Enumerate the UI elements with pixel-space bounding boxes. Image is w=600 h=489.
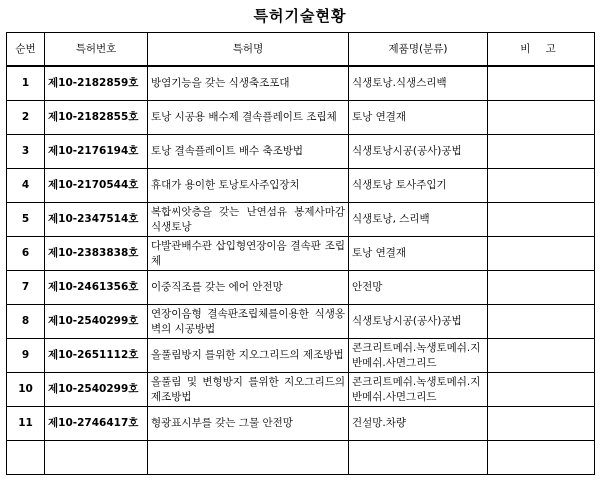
table-row bbox=[7, 66, 595, 101]
row-note bbox=[488, 339, 595, 373]
row-note bbox=[488, 271, 595, 305]
row-patent-no: 제10-2182855호 bbox=[45, 101, 148, 135]
row-patent-name: 휴대가 용이한 토낭토사주입장치 bbox=[148, 169, 349, 203]
empty-cell bbox=[45, 441, 148, 475]
row-note bbox=[488, 407, 595, 441]
row-patent-no: 제10-2383838호 bbox=[45, 237, 148, 271]
row-product: 식생토낭 토사주입기 bbox=[349, 169, 488, 203]
row-note bbox=[488, 373, 595, 407]
row-patent-name: 다발관배수관 삽입형연장이음 결속판 조립체 bbox=[148, 237, 349, 271]
row-patent-no: 제10-2540299호 bbox=[45, 373, 148, 407]
header-patent-no: 특허번호 bbox=[45, 33, 148, 67]
row-no: 3 bbox=[7, 135, 45, 169]
row-product: 콘크리트메쉬.녹생토메쉬.지반메쉬.사면그리드 bbox=[349, 339, 488, 373]
row-patent-no: 제10-2176194호 bbox=[45, 135, 148, 169]
row-product: 식생토낭시공(공사)공법 bbox=[349, 135, 488, 169]
row-no: 2 bbox=[7, 101, 45, 135]
table-row bbox=[7, 373, 595, 407]
header-product: 제품명(분류) bbox=[349, 33, 488, 67]
table-row bbox=[7, 135, 595, 169]
row-no: 6 bbox=[7, 237, 45, 271]
row-patent-no: 제10-2540299호 bbox=[45, 305, 148, 339]
empty-cell bbox=[488, 441, 595, 475]
empty-cell bbox=[349, 441, 488, 475]
row-product: 토낭 연결재 bbox=[349, 237, 488, 271]
table-body bbox=[7, 66, 595, 475]
table-row bbox=[7, 271, 595, 305]
row-patent-name: 형광표시부를 갖는 그물 안전망 bbox=[148, 407, 349, 441]
row-product: 콘크리트메쉬.녹생토메쉬.지반메쉬.사면그리드 bbox=[349, 373, 488, 407]
row-patent-name: 올풀림방지 를위한 지오그리드의 제조방법 bbox=[148, 339, 349, 373]
table-row-empty bbox=[7, 441, 595, 475]
table-row bbox=[7, 169, 595, 203]
table-row bbox=[7, 203, 595, 237]
header-no: 순번 bbox=[7, 33, 45, 67]
header-note: 비 고 bbox=[488, 33, 595, 67]
row-note bbox=[488, 101, 595, 135]
row-patent-no: 제10-2182859호 bbox=[45, 66, 148, 101]
row-patent-no: 제10-2170544호 bbox=[45, 169, 148, 203]
row-note bbox=[488, 66, 595, 101]
patent-table bbox=[6, 32, 595, 475]
row-patent-name: 이중직조를 갖는 에어 안전망 bbox=[148, 271, 349, 305]
row-note bbox=[488, 203, 595, 237]
row-no: 11 bbox=[7, 407, 45, 441]
table-row bbox=[7, 305, 595, 339]
empty-cell bbox=[148, 441, 349, 475]
table-row bbox=[7, 101, 595, 135]
table-header-row bbox=[7, 33, 595, 67]
table-row bbox=[7, 237, 595, 271]
row-patent-name: 복합씨앗층을 갖는 난연섬유 봉제사마감 식생토낭 bbox=[148, 203, 349, 237]
row-note bbox=[488, 169, 595, 203]
row-no: 1 bbox=[7, 66, 45, 101]
row-no: 7 bbox=[7, 271, 45, 305]
row-no: 8 bbox=[7, 305, 45, 339]
row-patent-no: 제10-2461356호 bbox=[45, 271, 148, 305]
row-no: 4 bbox=[7, 169, 45, 203]
row-no: 10 bbox=[7, 373, 45, 407]
empty-cell bbox=[7, 441, 45, 475]
row-note bbox=[488, 135, 595, 169]
row-product: 식생토낭.식생스리백 bbox=[349, 66, 488, 101]
header-patent-name: 특허명 bbox=[148, 33, 349, 67]
row-no: 5 bbox=[7, 203, 45, 237]
row-patent-no: 제10-2347514호 bbox=[45, 203, 148, 237]
row-product: 건설망.차량 bbox=[349, 407, 488, 441]
row-patent-name: 방염기능을 갖는 식생축조포대 bbox=[148, 66, 349, 101]
row-patent-no: 제10-2746417호 bbox=[45, 407, 148, 441]
row-product: 식생토낭시공(공사)공법 bbox=[349, 305, 488, 339]
row-product: 안전망 bbox=[349, 271, 488, 305]
row-patent-name: 올풀림 및 변형방지 를위한 지오그리드의 제조방법 bbox=[148, 373, 349, 407]
row-patent-no: 제10-2651112호 bbox=[45, 339, 148, 373]
table-row bbox=[7, 407, 595, 441]
table-row bbox=[7, 339, 595, 373]
row-patent-name: 토낭 결속플레이트 배수 축조방법 bbox=[148, 135, 349, 169]
row-note bbox=[488, 237, 595, 271]
row-product: 토낭 연결재 bbox=[349, 101, 488, 135]
row-note bbox=[488, 305, 595, 339]
page-title: 특허기술현황 bbox=[253, 7, 347, 25]
row-product: 식생토낭, 스리백 bbox=[349, 203, 488, 237]
row-no: 9 bbox=[7, 339, 45, 373]
row-patent-name: 토낭 시공용 배수제 결속플레이트 조립체 bbox=[148, 101, 349, 135]
row-patent-name: 연장이음형 결속판조립체를이용한 식생옹벽의 시공방법 bbox=[148, 305, 349, 339]
